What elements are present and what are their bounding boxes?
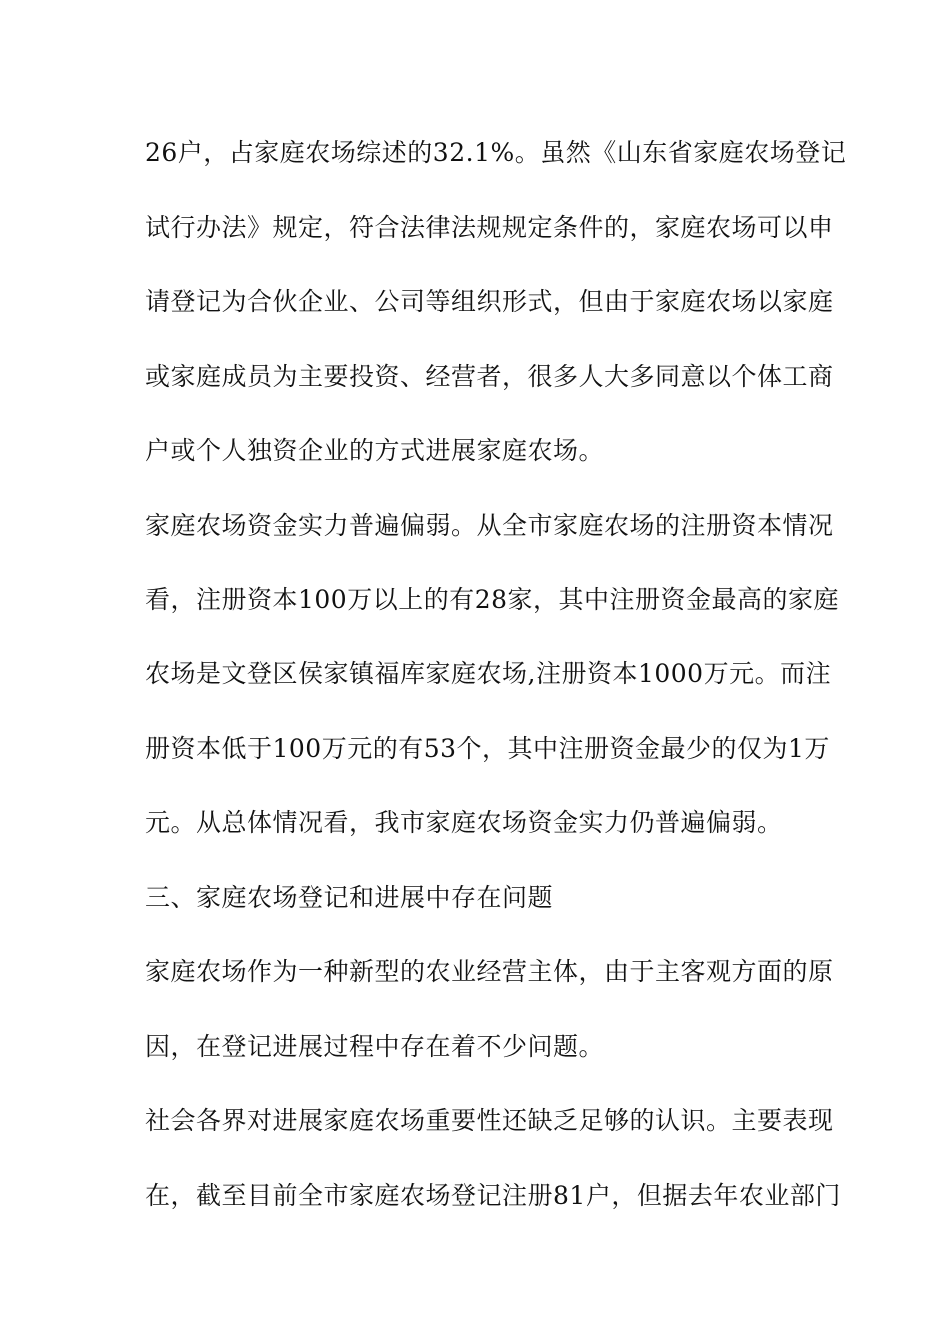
text-line: 户或个人独资企业的方式进展家庭农场。 xyxy=(145,436,605,465)
text-line: 册资本低于100万元的有53个，其中注册资金最少的仅为1万 xyxy=(145,734,830,763)
text-line: 家庭农场作为一种新型的农业经营主体，由于主客观方面的原 xyxy=(145,957,834,986)
text-line: 26户，占家庭农场综述的32.1%。虽然《山东省家庭农场登记 xyxy=(145,138,847,167)
text-line: 农场是文登区侯家镇福库家庭农场,注册资本1000万元。而注 xyxy=(145,659,832,688)
text-line: 请登记为合伙企业、公司等组织形式，但由于家庭农场以家庭 xyxy=(145,287,834,316)
text-line: 家庭农场资金实力普遍偏弱。从全市家庭农场的注册资本情况 xyxy=(145,511,834,540)
text-line: 在，截至目前全市家庭农场登记注册81户，但据去年农业部门 xyxy=(145,1181,841,1210)
text-line: 元。从总体情况看，我市家庭农场资金实力仍普遍偏弱。 xyxy=(145,808,783,837)
text-line: 试行办法》规定，符合法律法规规定条件的，家庭农场可以申 xyxy=(145,213,834,242)
text-line: 或家庭成员为主要投资、经营者，很多人大多同意以个体工商 xyxy=(145,362,834,391)
text-line: 看，注册资本100万以上的有28家，其中注册资金最高的家庭 xyxy=(145,585,840,614)
text-line: 社会各界对进展家庭农场重要性还缺乏足够的认识。主要表现 xyxy=(145,1106,834,1135)
section-heading: 三、家庭农场登记和进展中存在问题 xyxy=(145,883,554,912)
text-line: 因，在登记进展过程中存在着不少问题。 xyxy=(145,1032,605,1061)
